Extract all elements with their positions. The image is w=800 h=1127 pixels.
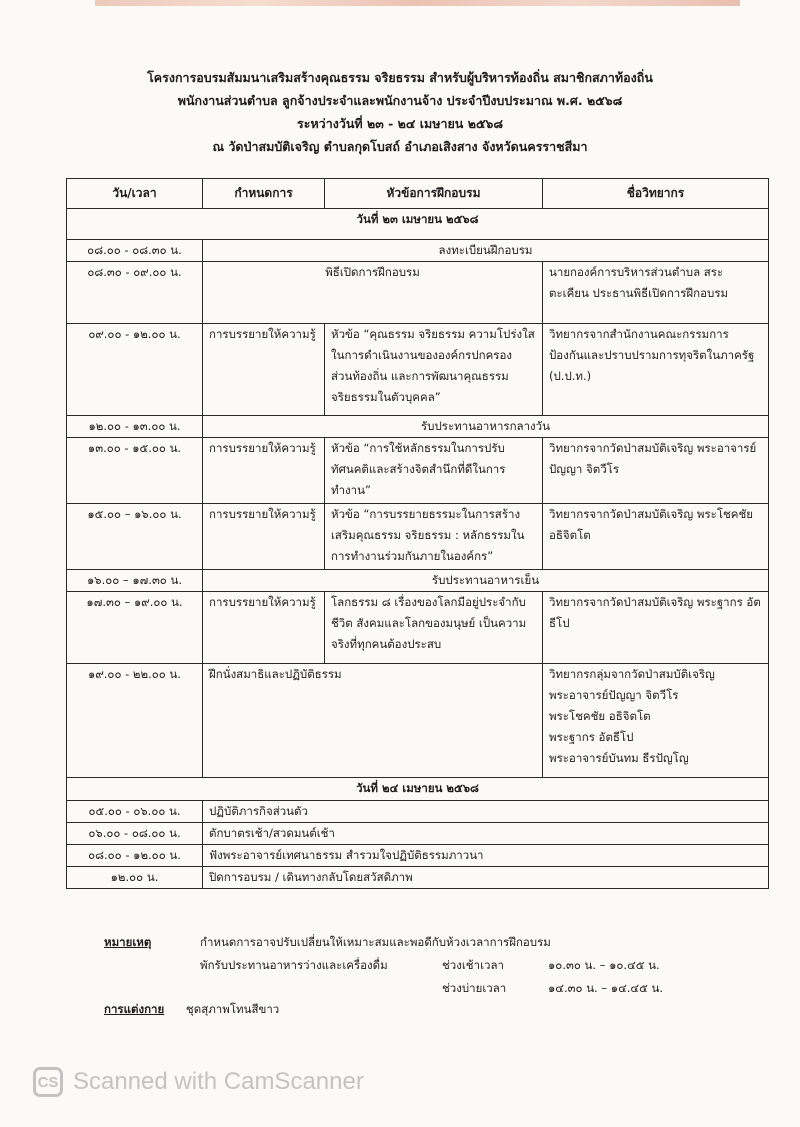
session-type-cell: การบรรยายให้ความรู้: [203, 592, 325, 664]
speaker-cell: วิทยากรจากวัดป่าสมบัติเจริญ พระโชคชัย อธิจิตโต: [543, 504, 769, 570]
day-heading: วันที่ ๒๔ เมษายน ๒๕๖๘: [67, 778, 769, 801]
speaker-line: พระฐากร อัตธีโป: [549, 730, 634, 744]
table-row: [67, 416, 769, 438]
table-row: [67, 801, 769, 823]
time-cell: ๑๓.๐๐ - ๑๕.๐๐ น.: [67, 438, 203, 504]
camscanner-watermark: [33, 1064, 364, 1100]
speaker-line: พระโชคชัย อธิจิตโต: [549, 709, 651, 723]
activity-cell: ปิดการอบรม / เดินทางกลับโดยสวัสดิภาพ: [203, 867, 769, 889]
speaker-cell: นายกองค์การบริหารส่วนตำบล สระตะเคียน ประธานพิธีเปิดการฝึกอบรม: [543, 262, 769, 324]
time-cell: ๐๘.๐๐ - ๑๒.๐๐ น.: [67, 845, 203, 867]
table-row: [67, 504, 769, 570]
notes-section: [104, 931, 744, 1000]
morning-break-label: ช่วงเช้าเวลา: [442, 958, 504, 972]
dress-code-text: ชุดสุภาพโทนสีขาว: [185, 1002, 280, 1016]
header-line-1: โครงการอบรมสัมมนาเสริมสร้างคุณธรรม จริยธรรม สำหรับผู้บริหารท้องถิ่น สมาชิกสภาท้องถิ่น: [147, 70, 653, 85]
top-edge-strip: [95, 0, 740, 6]
speaker-cell: วิทยากรจากวัดป่าสมบัติเจริญ พระอาจารย์ปัญญา จิตวีโร: [543, 438, 769, 504]
topic-cell: หัวข้อ “การใช้หลักธรรมในการปรับทัศนคติและสร้างจิตสำนึกที่ดีในการทำงาน”: [325, 438, 543, 504]
activity-cell: รับประทานอาหารกลางวัน: [203, 416, 769, 438]
header-line-4: ณ วัดป่าสมบัติเจริญ ตำบลกุดโบสถ์ อำเภอเสิงสาง จังหวัดนครราชสีมา: [212, 139, 588, 154]
time-cell: ๐๙.๐๐ - ๑๒.๐๐ น.: [67, 324, 203, 416]
column-header-speaker: ชื่อวิทยากร: [543, 179, 769, 209]
table-row: [67, 570, 769, 592]
time-cell: ๑๙.๐๐ - ๒๒.๐๐ น.: [67, 664, 203, 778]
table-row: [67, 845, 769, 867]
notes-label: หมายเหตุ: [104, 935, 152, 949]
header-line-3: ระหว่างวันที่ ๒๓ - ๒๔ เมษายน ๒๕๖๘: [297, 116, 503, 131]
dress-code: [104, 1001, 279, 1019]
session-type-cell: การบรรยายให้ความรู้: [203, 438, 325, 504]
document-header: [0, 66, 800, 158]
schedule-table: [66, 178, 769, 889]
camscanner-logo-icon: CS: [33, 1067, 63, 1097]
time-cell: ๑๖.๐๐ – ๑๗.๓๐ น.: [67, 570, 203, 592]
afternoon-break-label: ช่วงบ่ายเวลา: [442, 981, 507, 995]
speaker-cell: [543, 664, 769, 778]
speaker-line: พระอาจารย์บันทม ธีรปัญโญ: [549, 751, 689, 765]
morning-break-time: ๑๐.๓๐ น. – ๑๐.๔๕ น.: [548, 958, 660, 972]
table-row: [67, 867, 769, 889]
header-line-2: พนักงานส่วนตำบล ลูกจ้างประจำและพนักงานจ้าง ประจำปีงบประมาณ พ.ศ. ๒๕๖๘: [177, 93, 623, 108]
time-cell: ๐๕.๐๐ - ๐๖.๐๐ น.: [67, 801, 203, 823]
speaker-line: วิทยากรกลุ่มจากวัดป่าสมบัติเจริญ: [549, 667, 715, 681]
table-row: [67, 262, 769, 324]
activity-cell: ปฏิบัติภารกิจส่วนตัว: [203, 801, 769, 823]
column-header-time: วัน/เวลา: [67, 179, 203, 209]
activity-cell: ลงทะเบียนฝึกอบรม: [203, 240, 769, 262]
speaker-cell: วิทยากรจากวัดป่าสมบัติเจริญ พระฐากร อัตธีโป: [543, 592, 769, 664]
table-row: [67, 324, 769, 416]
activity-cell: ฟังพระอาจารย์เทศนาธรรม สำรวมใจปฏิบัติธรรมภาวนา: [203, 845, 769, 867]
speaker-line: พระอาจารย์ปัญญา จิตวีโร: [549, 688, 679, 702]
activity-cell: พิธีเปิดการฝึกอบรม: [203, 262, 543, 324]
dress-code-label: การแต่งกาย: [104, 1002, 165, 1016]
table-row: [67, 240, 769, 262]
time-cell: ๑๕.๐๐ – ๑๖.๐๐ น.: [67, 504, 203, 570]
time-cell: ๑๒.๐๐ น.: [67, 867, 203, 889]
topic-cell: โลกธรรม ๘ เรื่องของโลกมีอยู่ประจำกับชีวิต สังคมและโลกของมนุษย์ เป็นความจริงที่ทุกคนต้องประสบ: [325, 592, 543, 664]
activity-cell: รับประทานอาหารเย็น: [203, 570, 769, 592]
topic-cell: หัวข้อ “คุณธรรม จริยธรรม ความโปร่งใสในการดำเนินงานขององค์กรปกครอง ส่วนท้องถิ่น และการพัฒนาคุณธรรม จริยธรรมในตัวบุคคล”: [325, 324, 543, 416]
time-cell: ๐๘.๐๐ - ๐๘.๓๐ น.: [67, 240, 203, 262]
column-header-activity: กำหนดการ: [203, 179, 325, 209]
table-row: [67, 592, 769, 664]
speaker-cell: วิทยากรจากสำนักงานคณะกรรมการป้องกันและปราบปรามการทุจริตในภาครัฐ (ป.ป.ท.): [543, 324, 769, 416]
table-row: [67, 823, 769, 845]
watermark-text: Scanned with CamScanner: [73, 1068, 364, 1095]
time-cell: ๑๗.๓๐ – ๑๙.๐๐ น.: [67, 592, 203, 664]
table-row: [67, 438, 769, 504]
session-type-cell: การบรรยายให้ความรู้: [203, 504, 325, 570]
column-header-topic: หัวข้อการฝึกอบรม: [325, 179, 543, 209]
notes-line-2: พักรับประทานอาหารว่างและเครื่องดื่ม: [200, 958, 388, 972]
session-type-cell: การบรรยายให้ความรู้: [203, 324, 325, 416]
afternoon-break-time: ๑๔.๓๐ น. – ๑๔.๔๕ น.: [548, 981, 664, 995]
time-cell: ๑๒.๐๐ - ๑๓.๐๐ น.: [67, 416, 203, 438]
activity-cell: ตักบาตรเช้า/สวดมนต์เช้า: [203, 823, 769, 845]
topic-cell: หัวข้อ “การบรรยายธรรมะในการสร้างเสริมคุณธรรม จริยธรรม : หลักธรรมในการทำงานร่วมกันภายในองค์กร”: [325, 504, 543, 570]
day-heading: วันที่ ๒๓ เมษายน ๒๕๖๘: [67, 209, 769, 240]
time-cell: ๐๖.๐๐ - ๐๘.๐๐ น.: [67, 823, 203, 845]
notes-line-1: กำหนดการอาจปรับเปลี่ยนให้เหมาะสมและพอดีกับห้วงเวลาการฝึกอบรม: [200, 935, 551, 949]
time-cell: ๐๘.๓๐ - ๐๙.๐๐ น.: [67, 262, 203, 324]
table-row: [67, 664, 769, 778]
activity-cell: ฝึกนั่งสมาธิและปฏิบัติธรรม: [203, 664, 543, 778]
